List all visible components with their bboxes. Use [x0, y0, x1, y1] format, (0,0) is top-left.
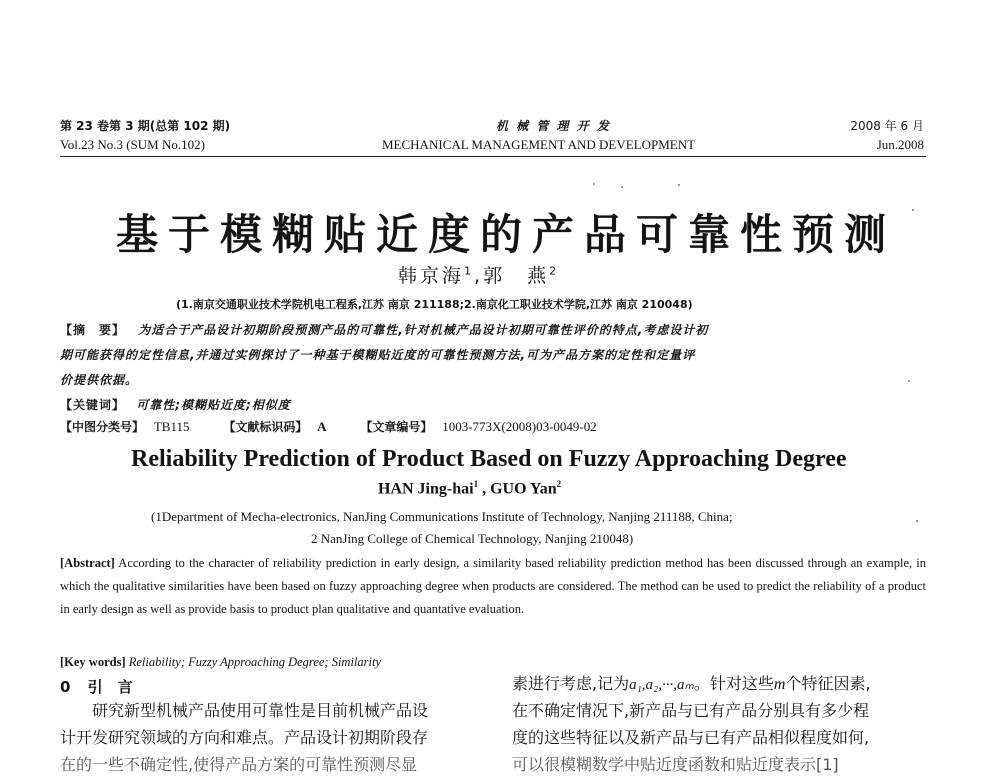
journal-cn: 机 械 管 理 开 发 — [496, 119, 611, 133]
author-2-en-sup: 2 — [556, 479, 562, 489]
scan-speck — [908, 380, 910, 382]
left-column-line-2: 计开发研究领域的方向和难点。产品设计初期阶段存 — [60, 728, 429, 747]
date-cn: 2008 年 6 月 — [850, 119, 924, 133]
author-2-en: GUO Yan — [490, 480, 557, 498]
classification-line — [60, 418, 597, 435]
author-en-sep: , — [478, 480, 491, 498]
left-column-line-1: 研究新型机械产品使用可靠性是目前机械产品设 — [60, 701, 429, 720]
article-number-label: 【文章编号】 — [360, 420, 433, 434]
paper-title-cn: 基于模糊贴近度的产品可靠性预测 — [116, 210, 897, 259]
author-2-sup: 2 — [549, 264, 560, 278]
right-column-line-3: 度的这些特征以及新产品与已有产品相似程度如何, — [512, 728, 870, 747]
left-column-line-3-cut: 在的一些不确定性,使得产品方案的可靠性预测尽显 — [60, 755, 418, 774]
authors-en — [378, 479, 561, 498]
abstract-cn-line-1 — [60, 321, 708, 338]
abstract-cn-line-3: 价提供依据。 — [60, 373, 139, 387]
section-heading — [60, 676, 133, 697]
article-number-value: 1003-773X(2008)03-0049-02 — [442, 419, 597, 434]
author-1-sup: 1 — [464, 264, 475, 278]
author-2-cn: 郭 燕 — [483, 265, 550, 287]
author-1-cn: 韩京海 — [398, 265, 465, 287]
section-title: 引 言 — [87, 678, 133, 696]
right-column-line-1 — [512, 670, 871, 699]
doc-code-value: A — [317, 419, 327, 434]
right-line-1-c: 个特征因素, — [785, 674, 871, 693]
author-1-en-sup: 1 — [473, 479, 479, 489]
keywords-cn — [60, 396, 291, 413]
abstract-cn-label: 【摘 要】 — [60, 323, 126, 337]
keywords-cn-label: 【关键词】 — [60, 398, 126, 412]
clc-value: TB115 — [153, 419, 190, 434]
keywords-en-text: Reliability; Fuzzy Approaching Degree; Similarity — [125, 655, 382, 669]
doc-code-label: 【文献标识码】 — [223, 420, 308, 434]
date-en: Jun.2008 — [876, 137, 924, 152]
clc-label: 【中图分类号】 — [60, 420, 145, 434]
right-column-line-2: 在不确定情况下,新产品与已有产品分别具有多少程 — [512, 701, 870, 720]
abstract-en-text: According to the character of reliability prediction in early design, a similarity based reliability prediction method has been discussed through an example, in which the qualitative similarities have been based on fuzzy approaching degree when products are considered. The method can be used to predict the reliability of a product in early design as well as provide basis to product plan qualitative and quantative evaluation. — [60, 556, 926, 616]
volume-en: Vol.23 No.3 (SUM No.102) — [60, 137, 205, 152]
math-features: a₁,a₂,···,aₘ — [629, 677, 694, 693]
volume-cn: 第 23 卷第 3 期(总第 102 期) — [60, 119, 231, 133]
abstract-cn-text-1: 为适合于产品设计初期阶段预测产品的可靠性,针对机械产品设计初期可靠性评价的特点,考虑设计初 — [138, 323, 709, 337]
affiliation-en-line-2: 2 NanJing College of Chemical Technology, Nanjing 210048) — [311, 531, 634, 546]
abstract-en — [60, 552, 926, 621]
section-number: 0 — [60, 678, 71, 696]
author-sep: , — [474, 265, 484, 287]
right-column-line-4-cut: 可以很模糊数学中贴近度函数和贴近度表示[1] — [512, 755, 839, 774]
abstract-cn-line-2: 期可能获得的定性信息,并通过实例探讨了一种基于模糊贴近度的可靠性预测方法,可为产品方案的定性和定量评 — [60, 348, 696, 362]
right-line-1-a: 素进行考虑,记为 — [512, 674, 630, 693]
author-1-en: HAN Jing-hai — [378, 480, 474, 498]
keywords-en-label: [Key words] — [60, 655, 126, 669]
scan-speck — [916, 520, 918, 522]
paper-title-en: Reliability Prediction of Product Based on Fuzzy Approaching Degree — [131, 446, 847, 472]
right-line-1-b: 。针对这些 — [693, 674, 774, 693]
math-m: m — [773, 676, 786, 693]
scan-speck — [621, 186, 623, 188]
affiliation-en-line-1: (1Department of Mecha-electronics, NanJing Communications Institute of Technology, Nanjing 211188, China; — [151, 509, 733, 524]
authors-cn — [398, 261, 559, 288]
abstract-en-label: [Abstract] — [60, 556, 115, 570]
scan-speck — [678, 184, 680, 186]
keywords-en — [60, 655, 381, 670]
keywords-cn-text: 可靠性;模糊贴近度;相似度 — [136, 398, 291, 412]
journal-en: MECHANICAL MANAGEMENT AND DEVELOPMENT — [382, 137, 696, 152]
scan-speck — [593, 183, 595, 185]
scan-speck — [912, 209, 914, 211]
affiliation-cn: (1.南京交通职业技术学院机电工程系,江苏 南京 211188;2.南京化工职业技术学院,江苏 南京 210048) — [176, 298, 693, 311]
header-rule — [60, 156, 926, 157]
